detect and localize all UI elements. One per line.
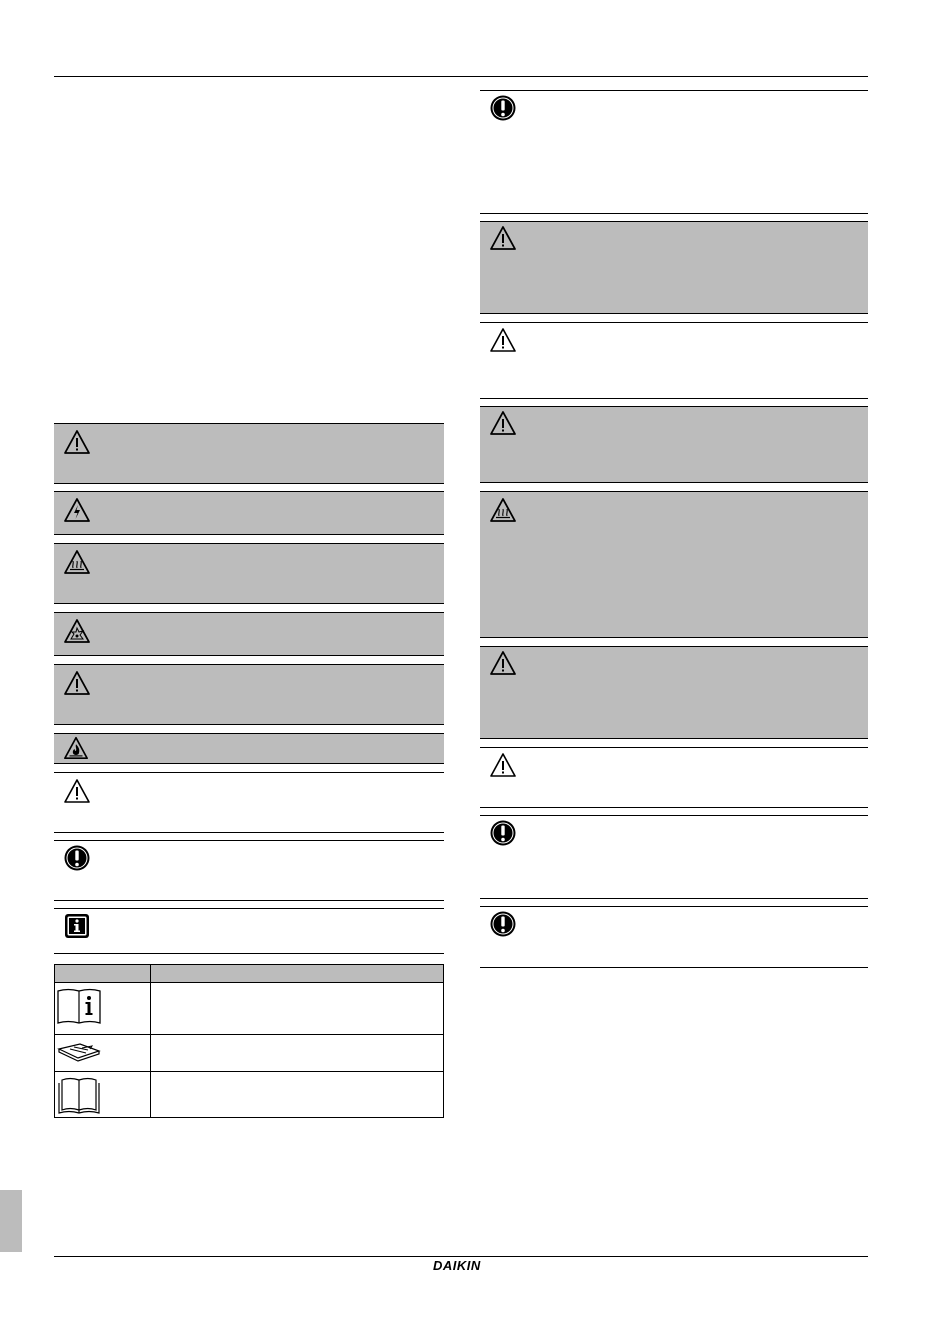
symbol-table [54,964,444,1118]
danger-electrocution-notice [54,491,444,535]
info-box-icon [63,912,91,940]
information-notice [54,908,444,954]
table-row [54,1035,444,1072]
flammable-icon [63,735,89,761]
notice-notice [480,815,868,899]
warning-notice [54,664,444,725]
notice-notice [54,840,444,901]
electric-shock-icon [63,496,91,524]
service-manual-icon [56,1039,102,1065]
warning-triangle-icon [63,777,91,805]
exclamation-circle-icon [489,819,517,847]
warning-notice [480,221,868,314]
notice-notice [480,90,868,214]
read-manual-icon [56,987,102,1027]
danger-explosion-notice [54,612,444,656]
warning-triangle-icon [63,669,91,697]
hot-surface-icon [489,496,517,524]
exclamation-circle-icon [489,910,517,938]
brand-logo: DAIKIN [433,1258,481,1273]
warning-triangle-icon [489,649,517,677]
explosion-icon [63,617,91,645]
warning-triangle-icon [489,224,517,252]
caution-notice [54,772,444,833]
table-row [54,983,444,1035]
table-row [54,1072,444,1118]
header-rule [54,76,868,77]
reference-guide-icon [56,1074,102,1116]
warning-triangle-icon [489,409,517,437]
danger-burning-notice [54,543,444,604]
caution-notice [480,322,868,399]
warning-triangle-icon [489,751,517,779]
warning-triangle-icon [489,326,517,354]
warning-flammable-notice [54,733,444,764]
exclamation-circle-icon [489,94,517,122]
caution-notice [480,747,868,808]
warning-notice [480,646,868,739]
table-header [54,964,444,983]
notice-notice [480,906,868,968]
danger-burning-notice [480,491,868,638]
footer-rule [54,1256,868,1257]
danger-notice [54,423,444,484]
exclamation-circle-icon [63,844,91,872]
warning-triangle-icon [63,428,91,456]
warning-notice [480,406,868,483]
hot-surface-icon [63,548,91,576]
chapter-tab [0,1190,22,1252]
